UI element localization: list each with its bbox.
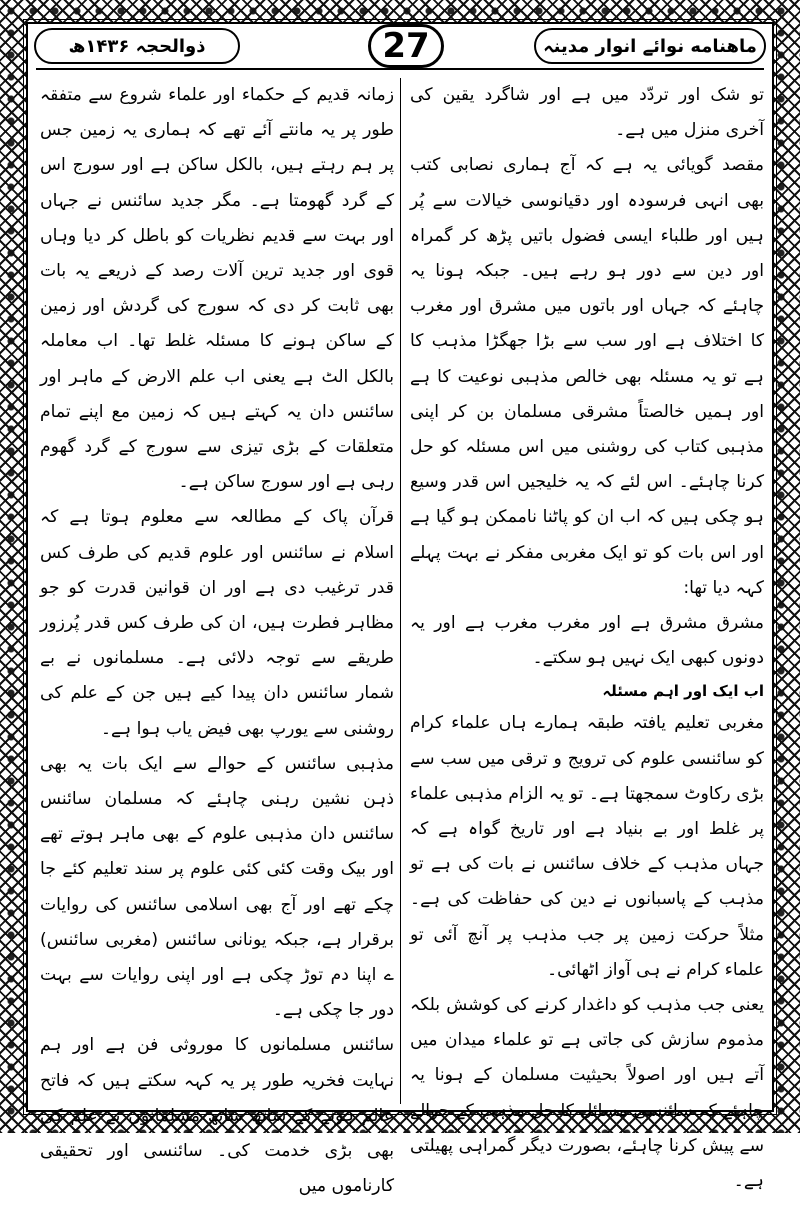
paragraph: مقصد گویائی یہ ہے کہ آج ہماری نصابی کتب بھی انہی فرسودہ اور دقیانوسی خیالات سے پُر ہیں اور طلباء ایسی فضول باتیں پڑھ کر گمراہ اور دین سے دور ہو رہے ہیں۔ جبکہ ہونا یہ چاہئے کہ جہاں اور باتوں میں مشرق اور مغرب کا اختلاف ہے اور سب سے بڑا جھگڑا مذہب کا ہے تو یہ مسئلہ بھی خالص مذہبی نوعیت کا ہے اور ہمیں خالصتاً مشرقی مسلمان بن کر اپنی مذہبی کتاب کی روشنی میں اس مسئلہ کو حل کرنا چاہئے۔ اس لئے کہ یہ خلیجیں اس قدر وسیع ہو چکی ہیں کہ اب ان کو پاٹنا ناممکن ہو گیا ہے اور اس بات کو تو ایک مغربی مفکر نے بہت پہلے کہہ دیا تھا:: [410, 155, 764, 598]
left-column: [40, 78, 394, 1197]
magazine-title: ماهنامه نوائے انوار مدینہ: [534, 28, 766, 64]
page-number: 27: [368, 24, 444, 68]
paragraph: مغربی تعلیم یافتہ طبقہ ہمارے ہاں علماء کرام کو سائنسی علوم کی ترویج و ترقی میں سب سے بڑی رکاوٹ سمجھتا ہے۔ تو یہ الزام مذہبی علماء پر غلط اور بے بنیاد ہے اور تاریخ گواہ ہے کہ جہاں مذہب کے خلاف سائنس نے بات کی ہے تو مذہب کے پاسبانوں نے دین کی حفاظت کی ہے۔ مثلاً حرکت زمین پر جب مذہب پر آنچ آئی تو علماء کرام نے ہی آواز اٹھائی۔: [410, 713, 764, 980]
paragraph: یعنی جب مذہب کو داغدار کرنے کی کوشش بلکہ مذموم سازش کی جاتی ہے تو علماء میدان میں آتے ہیں اور اصولاً بحیثیت مسلمان کے ہونا یہ چاہئے کہ سائنسی مسائل کا حل مذہب کے حوالے سے پیش کرنا چاہئے، بصورت دیگر گمراہی پھیلتی ہے۔: [410, 995, 764, 1192]
paragraph: مذہبی سائنس کے حوالے سے ایک بات یہ بھی ذہن نشین رہنی چاہئے کہ مسلمان سائنس سائنس دان مذہبی علوم کے بھی ماہر ہوتے تھے اور بیک وقت کئی کئی علوم پر سند تعلیم کئے جا چکے تھے اور آج بھی اسلامی سائنس کی روایات برقرار ہے، جبکہ یونانی سائنس (مغربی سائنس) ے اپنا دم توڑ چکی ہے اور اپنی روایات سے بہت دور جا چکی ہے۔: [40, 753, 394, 1021]
paragraph: سائنس مسلمانوں کا موروثی فن ہے اور ہم نہایت فخریہ طور پر یہ کہہ سکتے ہیں کہ فاتح عالم ہونے کے ساتھ ساتھ مسلمانوں نے علم کی بھی بڑی خدمت کی۔ سائنسی اور تحقیقی کارناموں میں: [40, 1035, 394, 1197]
page-header: [28, 24, 772, 70]
issue-date: ذوالحجہ ۱۴۳۶ھ: [34, 28, 240, 64]
page: [26, 22, 774, 1197]
paragraph: تو شک اور تردّد میں ہے اور شاگرد یقین کی آخری منزل میں ہے۔: [410, 85, 764, 141]
paragraph: قرآن پاک کے مطالعہ سے معلوم ہوتا ہے کہ اسلام نے سائنس اور علوم قدیم کی طرف کس قدر ترغیب دی ہے اور ان قوانین قدرت کو جو مظاہر فطرت ہیں، ان کی طرف کس قدر پُرزور طریقے سے توجہ دلائی ہے۔ مسلمانوں نے بے شمار سائنس دان پیدا کیے ہیں جن کے علم کی روشنی سے یورپ بھی فیض یاب ہوا ہے۔: [40, 507, 394, 739]
paragraph: زمانہ قدیم کے حکماء اور علماء شروع سے متفقہ طور پر یہ مانتے آئے تھے کہ ہماری یہ زمین جس پر ہم رہتے ہیں، بالکل ساکن ہے اور سورج اس کے گرد گھومتا ہے۔ مگر جدید سائنس نے جہاں اور بہت سے قدیم نظریات کو باطل کر دیا وہاں قوی اور جدید ترین آلات رصد کے ذریعے یہ بات بھی ثابت کر دی کہ سورج کی گردش اور زمین کے ساکن ہونے کا مسئلہ غلط تھا۔ اب معاملہ بالکل الٹ ہے یعنی اب علم الارض کے ماہر اور سائنس دان یہ کہتے ہیں کہ زمین مع اپنے تمام متعلقات کے بڑی تیزی سے سورج کے گرد گھوم رہی ہے اور سورج ساکن ہے۔: [40, 85, 394, 493]
right-column: [410, 78, 764, 1192]
section-heading: اب ایک اور اہم مسئلہ: [602, 682, 764, 701]
column-divider: [400, 78, 401, 1104]
header-divider: [36, 68, 764, 70]
quote-paragraph: مشرق مشرق ہے اور مغرب مغرب ہے اور یہ دونوں کبھی ایک نہیں ہو سکتے۔: [410, 613, 764, 669]
